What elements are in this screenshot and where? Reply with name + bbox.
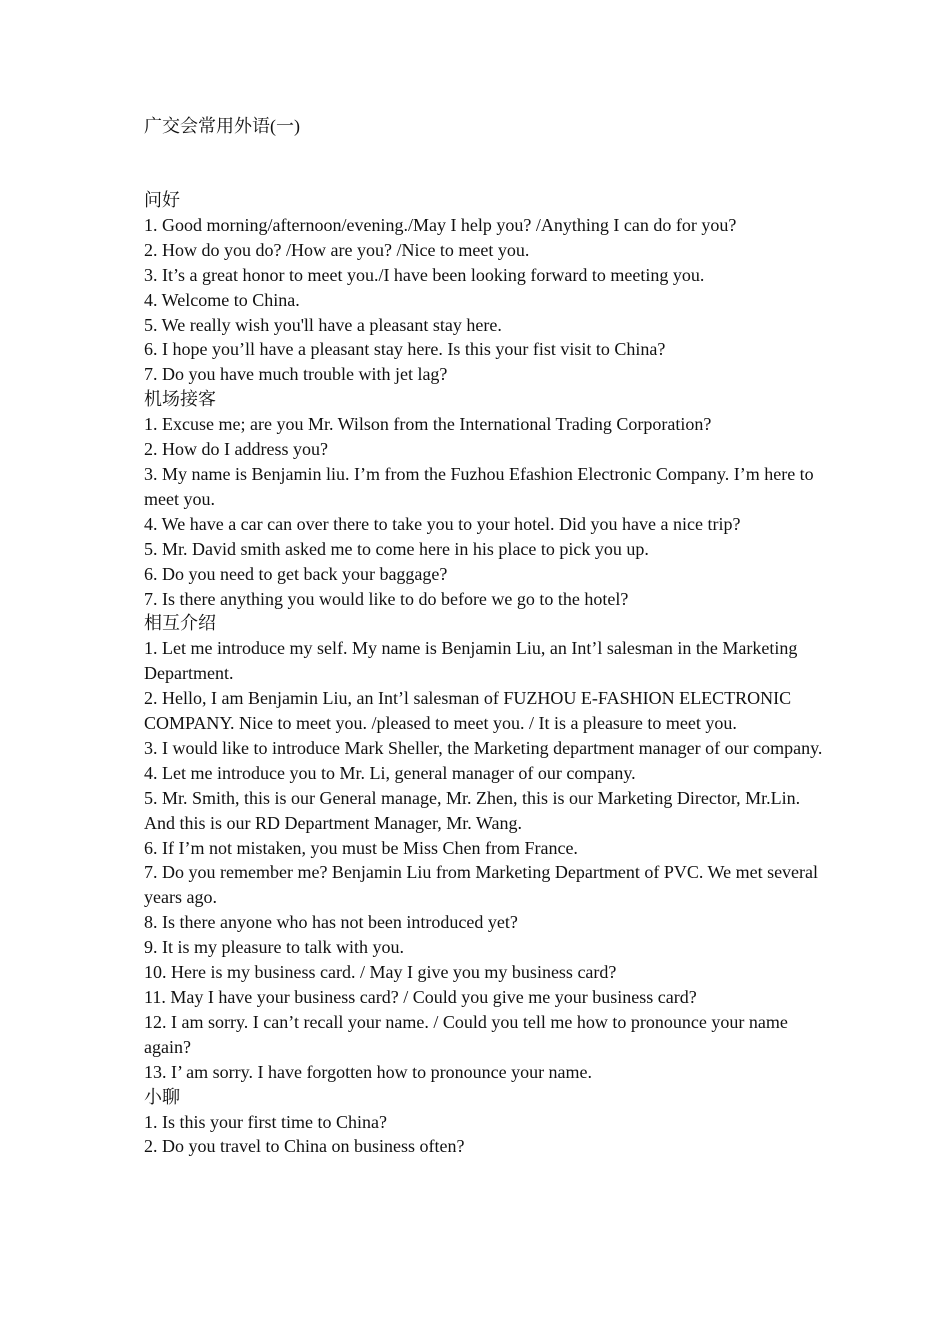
section-heading: 小聊 [144,1086,180,1107]
list-item: 4. We have a car can over there to take you to your hotel. Did you have a nice trip? [144,513,741,534]
list-item: 2. Hello, I am Benjamin Liu, an Int’l salesman of FUZHOU E-FASHION ELECTRONIC COMPANY. Nice to meet you. /pleased to meet you. / It is a pleasure to meet you. [144,688,792,734]
list-item: 9. It is my pleasure to talk with you. [144,937,404,958]
list-item: 2. How do I address you? [144,439,328,460]
list-item: 3. It’s a great honor to meet you./I have been looking forward to meeting you. [144,264,705,285]
list-item: 5. Mr. David smith asked me to come here in his place to pick you up. [144,538,649,559]
list-item: 6. If I’m not mistaken, you must be Miss Chen from France. [144,837,578,858]
list-item: 4. Let me introduce you to Mr. Li, general manager of our company. [144,762,636,783]
list-item: 1. Excuse me; are you Mr. Wilson from the International Trading Corporation? [144,414,712,435]
list-item: 1. Is this your first time to China? [144,1111,387,1132]
list-item: 1. Good morning/afternoon/evening./May I help you? /Anything I can do for you? [144,214,737,235]
list-item: 8. Is there anyone who has not been introduced yet? [144,912,518,933]
list-item: 2. How do you do? /How are you? /Nice to meet you. [144,239,530,260]
document-body [144,188,824,1159]
section-heading: 相互介绍 [144,613,216,634]
list-item: 6. Do you need to get back your baggage? [144,563,448,584]
section-introductions [144,611,824,1084]
list-item: 13. I’ am sorry. I have forgotten how to pronounce your name. [144,1061,593,1082]
section-airport-pickup [144,387,824,611]
section-heading: 问好 [144,190,180,210]
list-item: 12. I am sorry. I can’t recall your name. / Could you tell me how to pronounce your name again? [144,1011,788,1057]
list-item: 5. We really wish you'll have a pleasant stay here. [144,314,502,335]
list-item: 3. My name is Benjamin liu. I’m from the Fuzhou Efashion Electronic Company. I’m here to meet you. [144,463,814,509]
list-item: 5. Mr. Smith, this is our General manage, Mr. Zhen, this is our Marketing Director, Mr.Lin. And this is our RD Department Manager, Mr. Wang. [144,787,801,833]
list-item: 2. Do you travel to China on business often? [144,1136,465,1157]
list-item: 4. Welcome to China. [144,289,300,310]
list-item: 10. Here is my business card. / May I give you my business card? [144,962,617,983]
list-item: 3. I would like to introduce Mark Sheller, the Marketing department manager of our company. [144,737,823,758]
section-small-talk [144,1085,824,1160]
list-item: 11. May I have your business card? / Could you give me your business card? [144,987,697,1007]
section-greetings [144,188,824,387]
list-item: 7. Is there anything you would like to do before we go to the hotel? [144,588,629,609]
list-item: 1. Let me introduce my self. My name is Benjamin Liu, an Int’l salesman in the Marketing Department. [144,638,798,684]
document-title: 广交会常用外语(一) [144,116,300,136]
list-item: 7. Do you have much trouble with jet lag? [144,364,448,385]
list-item: 6. I hope you’ll have a pleasant stay here. Is this your fist visit to China? [144,339,666,360]
section-heading: 机场接客 [144,389,216,410]
list-item: 7. Do you remember me? Benjamin Liu from Marketing Department of PVC. We met several years ago. [144,862,819,908]
